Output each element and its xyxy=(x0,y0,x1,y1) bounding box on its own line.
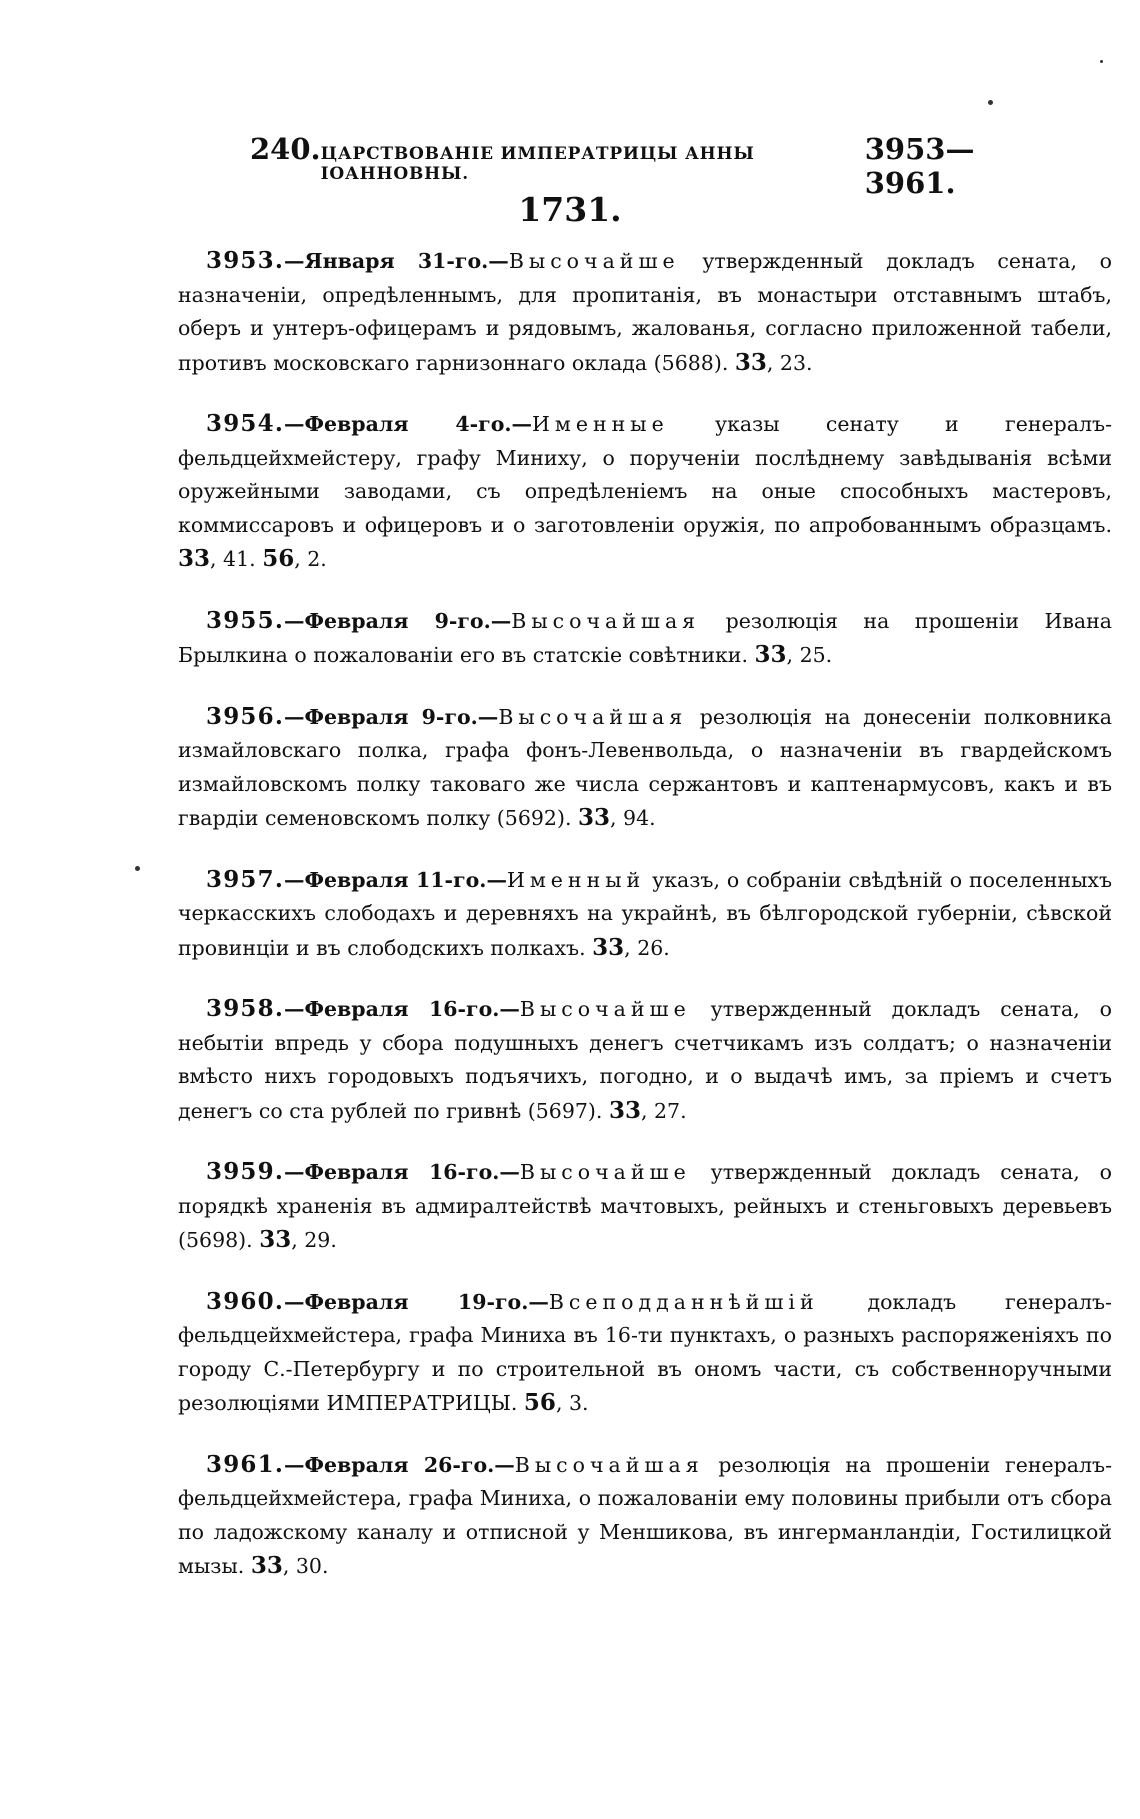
entry-date: —Февраля 16-го.— xyxy=(284,997,520,1021)
entry-range: 3953—3961. xyxy=(864,132,975,200)
entry-text: резолюція на прошеніи Ивана Брылкина о пожалованіи его въ статскіе совѣтники. xyxy=(178,608,1113,667)
entry-date: —Февраля 26-го.— xyxy=(284,1452,515,1477)
page-number: 240. xyxy=(250,132,321,166)
entry-number: 3961. xyxy=(206,1450,285,1478)
entry-page: , 41. xyxy=(210,547,256,571)
entry-page: , 26. xyxy=(624,935,670,960)
entry-text: утвержденный докладъ сената, о порядкѣ храненія въ адмиралтействѣ мачтовыхъ, рейныхъ и стеньговыхъ деревьевъ (5698). xyxy=(178,1160,1113,1252)
entry-doc-type: Именный xyxy=(506,867,646,892)
entry-volume: 33 xyxy=(250,1552,283,1579)
entry-volume: 33 xyxy=(259,1226,292,1253)
entry-volume: 33 xyxy=(178,545,211,572)
entry-volume: 56 xyxy=(523,1389,556,1416)
entry-doc-type: Высочайшая xyxy=(514,1452,704,1477)
entry-3961 xyxy=(178,1448,1112,1584)
entry-3958 xyxy=(178,992,1112,1128)
entry-3957 xyxy=(178,863,1112,966)
entry-date: —Февраля 19-го.— xyxy=(284,1289,549,1314)
entry-text: докладъ генералъ-фельдцейхмейстера, графа Миниха въ 16-ти пунктахъ, о разныхъ распоряженіяхъ по городу С.-Петербургу и по строительной въ ономъ части, съ собственноручными резолюціями ИМПЕРАТРИЦЫ. xyxy=(178,1289,1112,1415)
entry-number: 3953. xyxy=(206,247,285,274)
entry-number: 3958. xyxy=(206,995,285,1022)
entry-volume-2: 56 xyxy=(262,545,295,572)
entry-doc-type: Всеподданнѣйшій xyxy=(548,1289,819,1314)
entry-text: резолюція на донесеніи полковника измайловскаго полка, графа фонъ-Левенвольда, о назначеніи въ гвардейскомъ измайловскомъ полку таковаго же числа сержантовъ и каптенармусовъ, какъ и въ гвардіи семеновскомъ полку (5692). xyxy=(178,704,1112,830)
entry-text: резолюція на прошеніи генералъ-фельдцейхмейстера, графа Миниха, о пожалованіи ему половины прибыли отъ сбора по ладожскому каналу и отписной у Меншикова, въ ингерманландіи, Гостилицкой мызы. xyxy=(178,1452,1113,1578)
entry-number: 3955. xyxy=(206,606,285,634)
entry-number: 3956. xyxy=(206,702,285,730)
entry-volume: 33 xyxy=(608,1096,641,1124)
entry-3954 xyxy=(178,407,1112,577)
entry-number: 3960. xyxy=(206,1287,285,1315)
entry-volume: 33 xyxy=(734,348,767,376)
entry-text: утвержденный докладъ сената, о небытіи впредь у сбора подушныхъ денегъ счетчикамъ изъ солдатъ; о назначеніи вмѣсто нихъ городовыхъ подъячихъ, погодно, и о выдачѣ имъ, за пріемъ и счетъ денегъ со ста рублей по гривнѣ (5697). xyxy=(178,997,1113,1123)
entry-page: , 27. xyxy=(640,1098,687,1123)
entry-volume: 33 xyxy=(754,641,787,668)
year-heading: 1731. xyxy=(518,190,622,229)
entry-page: , 23. xyxy=(766,350,813,375)
entry-number: 3959. xyxy=(206,1158,285,1185)
entry-3960 xyxy=(178,1285,1112,1421)
entry-page: , 25. xyxy=(786,643,833,667)
entry-doc-type: Высочайшая xyxy=(498,704,688,729)
running-title: ЦАРСТВОВАНІЕ ИМПЕРАТРИЦЫ АННЫ ІОАННОВНЫ. xyxy=(320,144,755,184)
entry-date: —Февраля 4-го.— xyxy=(284,412,533,436)
entry-text: указы сенату и генералъ-фельдцейхмейстеру, графу Миниху, о порученіи послѣднему завѣдыванія всѣми оружейными заводами, съ опредѣленіемъ на оные способныхъ мастеровъ, коммиссаровъ и офицеровъ и о заготовленіи оружія, по апробованнымъ образцамъ. xyxy=(178,412,1112,537)
entry-number: 3954. xyxy=(206,410,285,437)
entry-text: утвержденный докладъ сената, о назначеніи, опредѣленнымъ, для пропитанія, въ монастыри отставнымъ штабъ, оберъ и унтеръ-офицерамъ и рядовымъ, жалованья, согласно приложенной табели, противъ московскаго гарнизоннаго оклада (5688). xyxy=(178,249,1112,375)
entry-date: —Февраля 11-го.— xyxy=(284,867,507,892)
entry-3959 xyxy=(178,1155,1112,1258)
entry-page: , 94. xyxy=(610,806,656,830)
entry-volume: 33 xyxy=(592,933,625,961)
entry-doc-type: Высочайше xyxy=(519,1160,691,1184)
entry-doc-type: Высочайше xyxy=(519,997,691,1021)
entry-3953 xyxy=(178,244,1112,380)
entry-date: —Февраля 9-го.— xyxy=(284,608,512,633)
scan-speck xyxy=(988,100,993,105)
scan-speck xyxy=(1100,60,1103,63)
entry-volume: 33 xyxy=(578,804,611,831)
entry-doc-type: Высочайшая xyxy=(511,608,701,633)
entry-page: , 29. xyxy=(291,1228,337,1252)
entry-3955 xyxy=(178,604,1112,673)
entry-doc-type: Высочайше xyxy=(508,249,680,273)
entry-page: , 3. xyxy=(555,1391,589,1415)
entry-3956 xyxy=(178,700,1112,836)
scan-speck xyxy=(135,866,140,871)
entry-text: указъ, о собраніи свѣдѣній о поселенныхъ черкасскихъ слободахъ и деревняхъ на украйнѣ, въ бѣлгородской губерніи, сѣвской провинціи и въ слободскихъ полкахъ. xyxy=(178,867,1112,960)
entries-list xyxy=(178,244,1112,1611)
entry-doc-type: Именные xyxy=(532,412,669,436)
entry-page-2: , 2. xyxy=(294,547,327,571)
entry-date: —Января 31-го.— xyxy=(284,249,509,273)
entry-date: —Февраля 16-го.— xyxy=(284,1160,520,1184)
entry-number: 3957. xyxy=(206,865,285,893)
entry-page: , 30. xyxy=(282,1554,329,1578)
entry-date: —Февраля 9-го.— xyxy=(284,704,499,729)
